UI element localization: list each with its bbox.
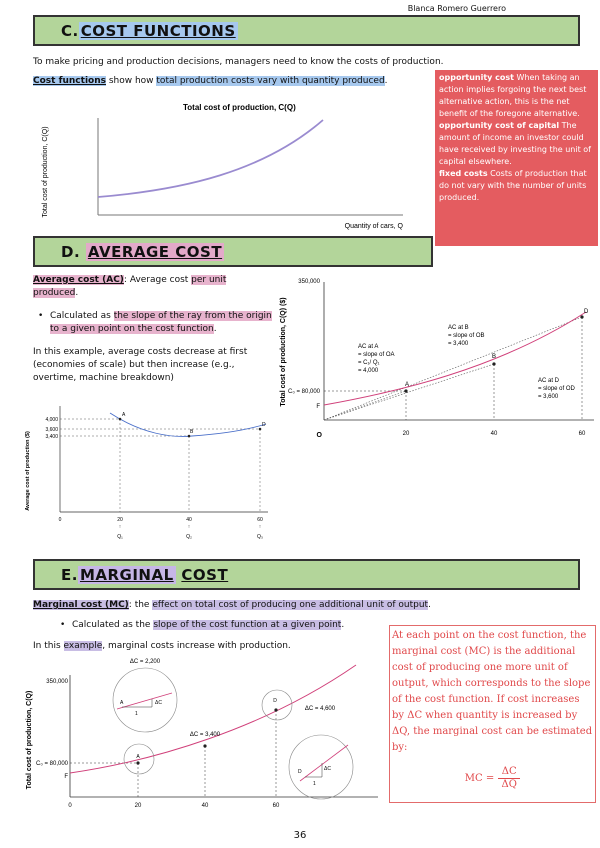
point-label: D (262, 422, 266, 428)
f-label: F (64, 774, 68, 780)
x-tick-label: 60 (272, 803, 280, 809)
point-label: A (122, 412, 126, 418)
y-tick-label: 3,400 (45, 434, 58, 440)
point-b (492, 362, 495, 365)
marginal-cost-bullet (72, 619, 392, 632)
section-prefix: D. (61, 242, 81, 261)
example-highlight: example (63, 641, 103, 651)
y-tick-label: 350,000 (298, 279, 320, 285)
formula-denominator: ΔQ (501, 779, 517, 790)
ann-line: = slope of OD (538, 386, 575, 392)
bullet-highlight: the slope of the ray from the origin to a given point on the cost function (50, 311, 272, 334)
annotation-a (358, 344, 395, 374)
x-tick-label: 40 (201, 803, 209, 809)
point-label: A (136, 754, 140, 760)
x-tick-label: 60 (257, 517, 263, 523)
delta-c-label: ΔC (155, 700, 162, 706)
tangent-d (300, 745, 348, 781)
example-text: In this (33, 641, 64, 651)
cost-functions-intro: To make pricing and production decisions, managers need to know the costs of production. (33, 57, 444, 67)
term-average-cost: Average cost (AC) (33, 275, 124, 285)
point-b (203, 744, 206, 747)
q-label: Q₂ (186, 534, 192, 540)
author-name: Blanca Romero Guerrero (407, 4, 506, 13)
def-text: : Average cost (123, 275, 192, 285)
ann-line: = 4,000 (358, 368, 379, 374)
mc-formula (392, 766, 593, 791)
point-a (136, 761, 139, 764)
dc-label-b: ΔC = 3,400 (189, 732, 221, 738)
zoom-circle-d (289, 735, 353, 799)
point-label: D (584, 309, 589, 315)
def-end: . (75, 288, 79, 298)
ann-line: AC at A (358, 344, 379, 350)
ann-line: AC at B (448, 325, 469, 331)
delta-c-label: ΔC (324, 766, 331, 772)
ac-curve (110, 413, 266, 436)
x-tick-label: 20 (134, 803, 142, 809)
section-header-marginal-cost (33, 559, 580, 590)
def-highlight: per unit produced (33, 275, 227, 298)
section-prefix: E. (61, 565, 78, 584)
section-title-b: COST (181, 565, 229, 584)
section-title: AVERAGE COST (87, 242, 223, 261)
point-a (404, 389, 407, 392)
definition-item (439, 72, 594, 120)
bullet-highlight: slope of the cost function at a given point (153, 620, 342, 630)
q-label: Q₃ (257, 534, 263, 540)
marginal-cost-chart (22, 655, 388, 815)
ann-line: AC at D (538, 378, 560, 384)
point-label: B (190, 429, 194, 435)
formula-fraction (498, 766, 520, 791)
definition-term: fixed costs (439, 169, 488, 178)
one-label: 1 (313, 781, 316, 787)
definition-text: Costs of production that do not vary with the number of units produced. (439, 169, 587, 202)
average-cost-bullet (50, 310, 275, 336)
marginal-cost-example (33, 640, 383, 653)
section-title: COST FUNCTIONS (80, 21, 236, 40)
formula-lhs: MC = (464, 772, 495, 784)
point-label: A (405, 382, 410, 388)
cost-curve (98, 120, 323, 197)
bullet-end: . (213, 324, 217, 334)
bullet-text: Calculated as (50, 311, 114, 321)
c0-label: C₀ = 80,000 (35, 761, 68, 767)
x-tick-label: 20 (402, 431, 410, 437)
cost-functions-definition (33, 75, 433, 88)
marginal-cost-explanation-box (389, 625, 596, 803)
definition-item (439, 168, 594, 204)
y-tick-label: 350,000 (46, 679, 68, 685)
definition-text: When taking an action implies forgoing the next best alternative action, this is the net benefit of the foregone alternative. (439, 73, 587, 118)
c0-label: C₀ = 80,000 (287, 389, 320, 395)
ann-line: = 3,600 (538, 394, 559, 400)
x-tick-label: 40 (186, 517, 192, 523)
chart-ylabel: Average cost of production ($) (25, 431, 31, 511)
chart-title: Total cost of production, C(Q) (183, 103, 296, 112)
ac-slope-chart (276, 272, 598, 442)
ann-line: = slope of OA (358, 352, 395, 358)
chart-ylabel: Total cost of production, C(Q) (26, 690, 33, 790)
annotation-d (538, 378, 576, 400)
origin-label: O (316, 432, 322, 439)
cost-curve (70, 665, 356, 773)
total-cost-chart (33, 92, 413, 234)
marginal-cost-definition (33, 599, 503, 612)
example-end: , marginal costs increase with production. (102, 641, 291, 651)
term-cost-functions: Cost functions (33, 76, 106, 86)
q-label: Q₁ (117, 534, 123, 540)
def-highlight: total production costs vary with quantity produced (156, 76, 385, 86)
average-cost-chart (22, 396, 277, 548)
average-cost-example: In this example, average costs decrease at first (economies of scale) but then increase (e.g., overtime, machine breakdown) (33, 347, 248, 383)
bullet-text: Calculated as the (72, 620, 154, 630)
definition-text: The amount of income an investor could have received by investing the unit of capital elsewhere. (439, 121, 591, 166)
x-tick-label: 60 (578, 431, 586, 437)
def-highlight: effect on total cost of producing one additional unit of output (152, 600, 429, 610)
formula-numerator: ΔC (501, 766, 517, 777)
arrow-up-icon: ↑ (187, 524, 191, 530)
y-tick-label: 4,000 (45, 417, 58, 423)
chart-ylabel: Total cost of production, C(Q) ($) (280, 297, 287, 407)
chart-ylabel: Total cost of production, C(Q) (42, 126, 49, 218)
arrow-up-icon: ↑ (258, 524, 262, 530)
x-tick-label: 0 (58, 517, 62, 523)
f-label: F (316, 404, 320, 410)
x-tick-label: 20 (117, 517, 123, 523)
y-tick-label: 3,600 (45, 427, 58, 433)
section-header-average-cost (33, 236, 433, 267)
point-label: D (273, 698, 277, 704)
dc-label-d: ΔC = 4,600 (304, 706, 336, 712)
point-label: B (492, 354, 497, 360)
dc-label-a: ΔC = 2,200 (129, 659, 161, 665)
definition-item (439, 120, 594, 168)
section-header-cost-functions (33, 15, 580, 46)
one-label: 1 (135, 711, 138, 717)
ann-line: = C₁/ Q₁ (358, 360, 380, 366)
ray-ob (324, 364, 494, 420)
point-b (188, 435, 191, 438)
bullet-end: . (341, 620, 345, 630)
arrow-up-icon: ↑ (118, 524, 122, 530)
ann-line: = 3,400 (448, 341, 469, 347)
x-tick-label: 40 (490, 431, 498, 437)
page-number: 36 (293, 830, 307, 841)
point-label: A (120, 700, 124, 706)
definitions-box (435, 70, 598, 246)
point-a (119, 418, 122, 421)
section-title-a: MARGINAL (79, 565, 174, 584)
point-label: D (298, 769, 302, 775)
point-d (580, 315, 583, 318)
annotation-b (448, 325, 485, 347)
term-marginal-cost: Marginal cost (MC) (33, 600, 129, 610)
definition-term: opportunity cost (439, 73, 514, 82)
def-end: . (428, 600, 431, 610)
definition-term: opportunity cost of capital (439, 121, 560, 130)
def-text: show how (105, 76, 157, 86)
tangent-a (117, 693, 172, 709)
point-d (274, 708, 277, 711)
point-d (259, 428, 262, 431)
def-text: : the (128, 600, 153, 610)
average-cost-definition (33, 274, 273, 300)
x-tick-label: 0 (68, 803, 72, 809)
ann-line: = slope of OB (448, 333, 485, 339)
mc-explanation-text: At each point on the cost function, the marginal cost (MC) is the additional cost of producing one more unit of output, which corresponds to the slope of the cost function. If cost increases by ΔC when quantity is increased by ΔQ, the marginal cost can be estimated by: (392, 630, 593, 753)
chart-xlabel: Quantity of cars, Q (344, 223, 403, 230)
def-end: . (384, 76, 388, 86)
section-prefix: C. (61, 21, 79, 40)
